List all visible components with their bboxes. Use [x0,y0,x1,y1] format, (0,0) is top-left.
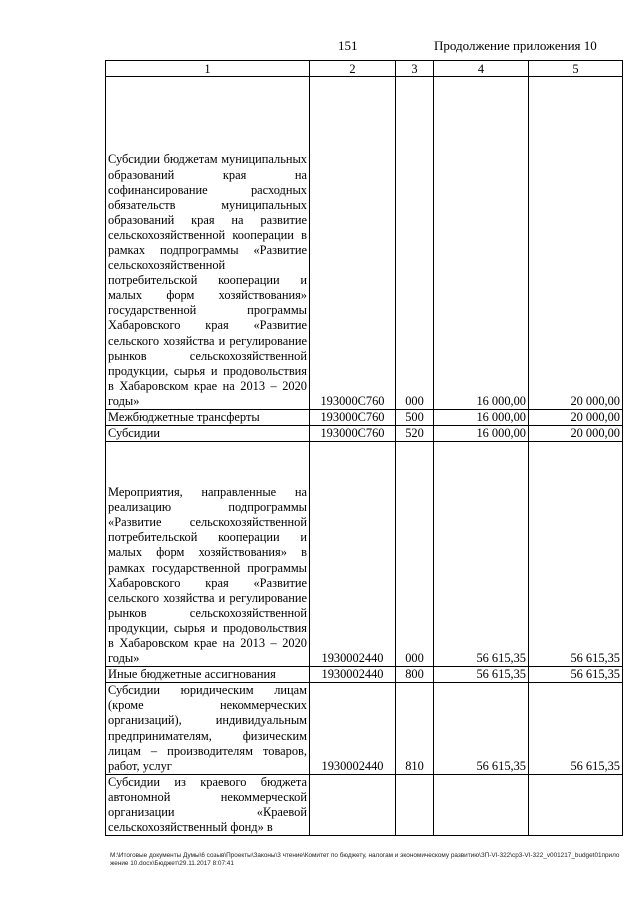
table-row [106,774,623,835]
row-expense-type [396,774,434,835]
row-amount-col4: 56 615,35 [434,667,529,683]
table-row [106,410,623,426]
footer-file-path: М:\Итоговые документы Думы\6 созыв\Проекты\Законы\3 чтение\Комитет по бюджету, налогам и экономическому развитию\ЗП-VI-322\ср3-VI-322_v001217_budget01приложение 10.docx\Бюджет\29.11.2017 8:07:41 [110,852,620,867]
table-row [106,77,623,410]
row-amount-col5: 20 000,00 [529,426,623,442]
table-header-row [106,61,623,77]
row-amount-col5: 20 000,00 [529,77,623,410]
column-header: 1 [106,61,310,77]
row-amount-col4: 16 000,00 [434,77,529,410]
table-row [106,683,623,775]
column-header: 5 [529,61,623,77]
row-description: Мероприятия, направленные на реализацию подпрограммы «Развитие сельскохозяйственной потребительской кооперации и малых форм хозяйствования» в рамках государственной программы Хабаровского края «Развитие сельского хозяйства и регулирование рынков сельскохозяйственной продукции, сырья и продовольствия в Хабаровском крае на 2013 – 2020 годы» [106,442,310,667]
row-target-code: 193000С760 [310,77,396,410]
row-description: Субсидии юридическим лицам (кроме некоммерческих организаций), индивидуальным предпринимателям, физическим лицам – производителям товаров, работ, услуг [106,683,310,775]
row-description: Иные бюджетные ассигнования [106,667,310,683]
row-expense-type: 500 [396,410,434,426]
budget-table [105,60,623,836]
row-amount-col4: 16 000,00 [434,426,529,442]
row-target-code: 193000С760 [310,426,396,442]
row-target-code: 1930002440 [310,667,396,683]
row-target-code [310,774,396,835]
row-description: Субсидии из краевого бюджета автономной некоммерческой организации «Краевой сельскохозяйственный фонд» в [106,774,310,835]
row-amount-col5: 56 615,35 [529,442,623,667]
row-expense-type: 800 [396,667,434,683]
row-target-code: 1930002440 [310,683,396,775]
row-amount-col5 [529,774,623,835]
page-header [0,38,640,54]
row-expense-type: 520 [396,426,434,442]
row-amount-col4: 16 000,00 [434,410,529,426]
row-description: Субсидии бюджетам муниципальных образований края на софинансирование расходных обязательств муниципальных образований края на развитие сельскохозяйственной кооперации в рамках подпрограммы «Развитие сельскохозяйственной потребительской кооперации и малых форм хозяйствования» государственной программы Хабаровского края «Развитие сельского хозяйства и регулирование рынков сельскохозяйственной продукции, сырья и продовольствия в Хабаровском крае на 2013 – 2020 годы» [106,77,310,410]
table-row [106,442,623,667]
row-amount-col4: 56 615,35 [434,683,529,775]
row-expense-type: 810 [396,683,434,775]
column-header: 3 [396,61,434,77]
row-description: Межбюджетные трансферты [106,410,310,426]
row-expense-type: 000 [396,442,434,667]
table-row [106,426,623,442]
row-amount-col4 [434,774,529,835]
column-header: 2 [310,61,396,77]
appendix-note: Продолжение приложения 10 [434,38,597,53]
table-row [106,667,623,683]
column-header: 4 [434,61,529,77]
row-target-code: 193000С760 [310,410,396,426]
row-amount-col5: 56 615,35 [529,667,623,683]
page-number: 151 [338,38,358,53]
row-amount-col5: 20 000,00 [529,410,623,426]
row-amount-col4: 56 615,35 [434,442,529,667]
row-amount-col5: 56 615,35 [529,683,623,775]
row-target-code: 1930002440 [310,442,396,667]
row-expense-type: 000 [396,77,434,410]
row-description: Субсидии [106,426,310,442]
